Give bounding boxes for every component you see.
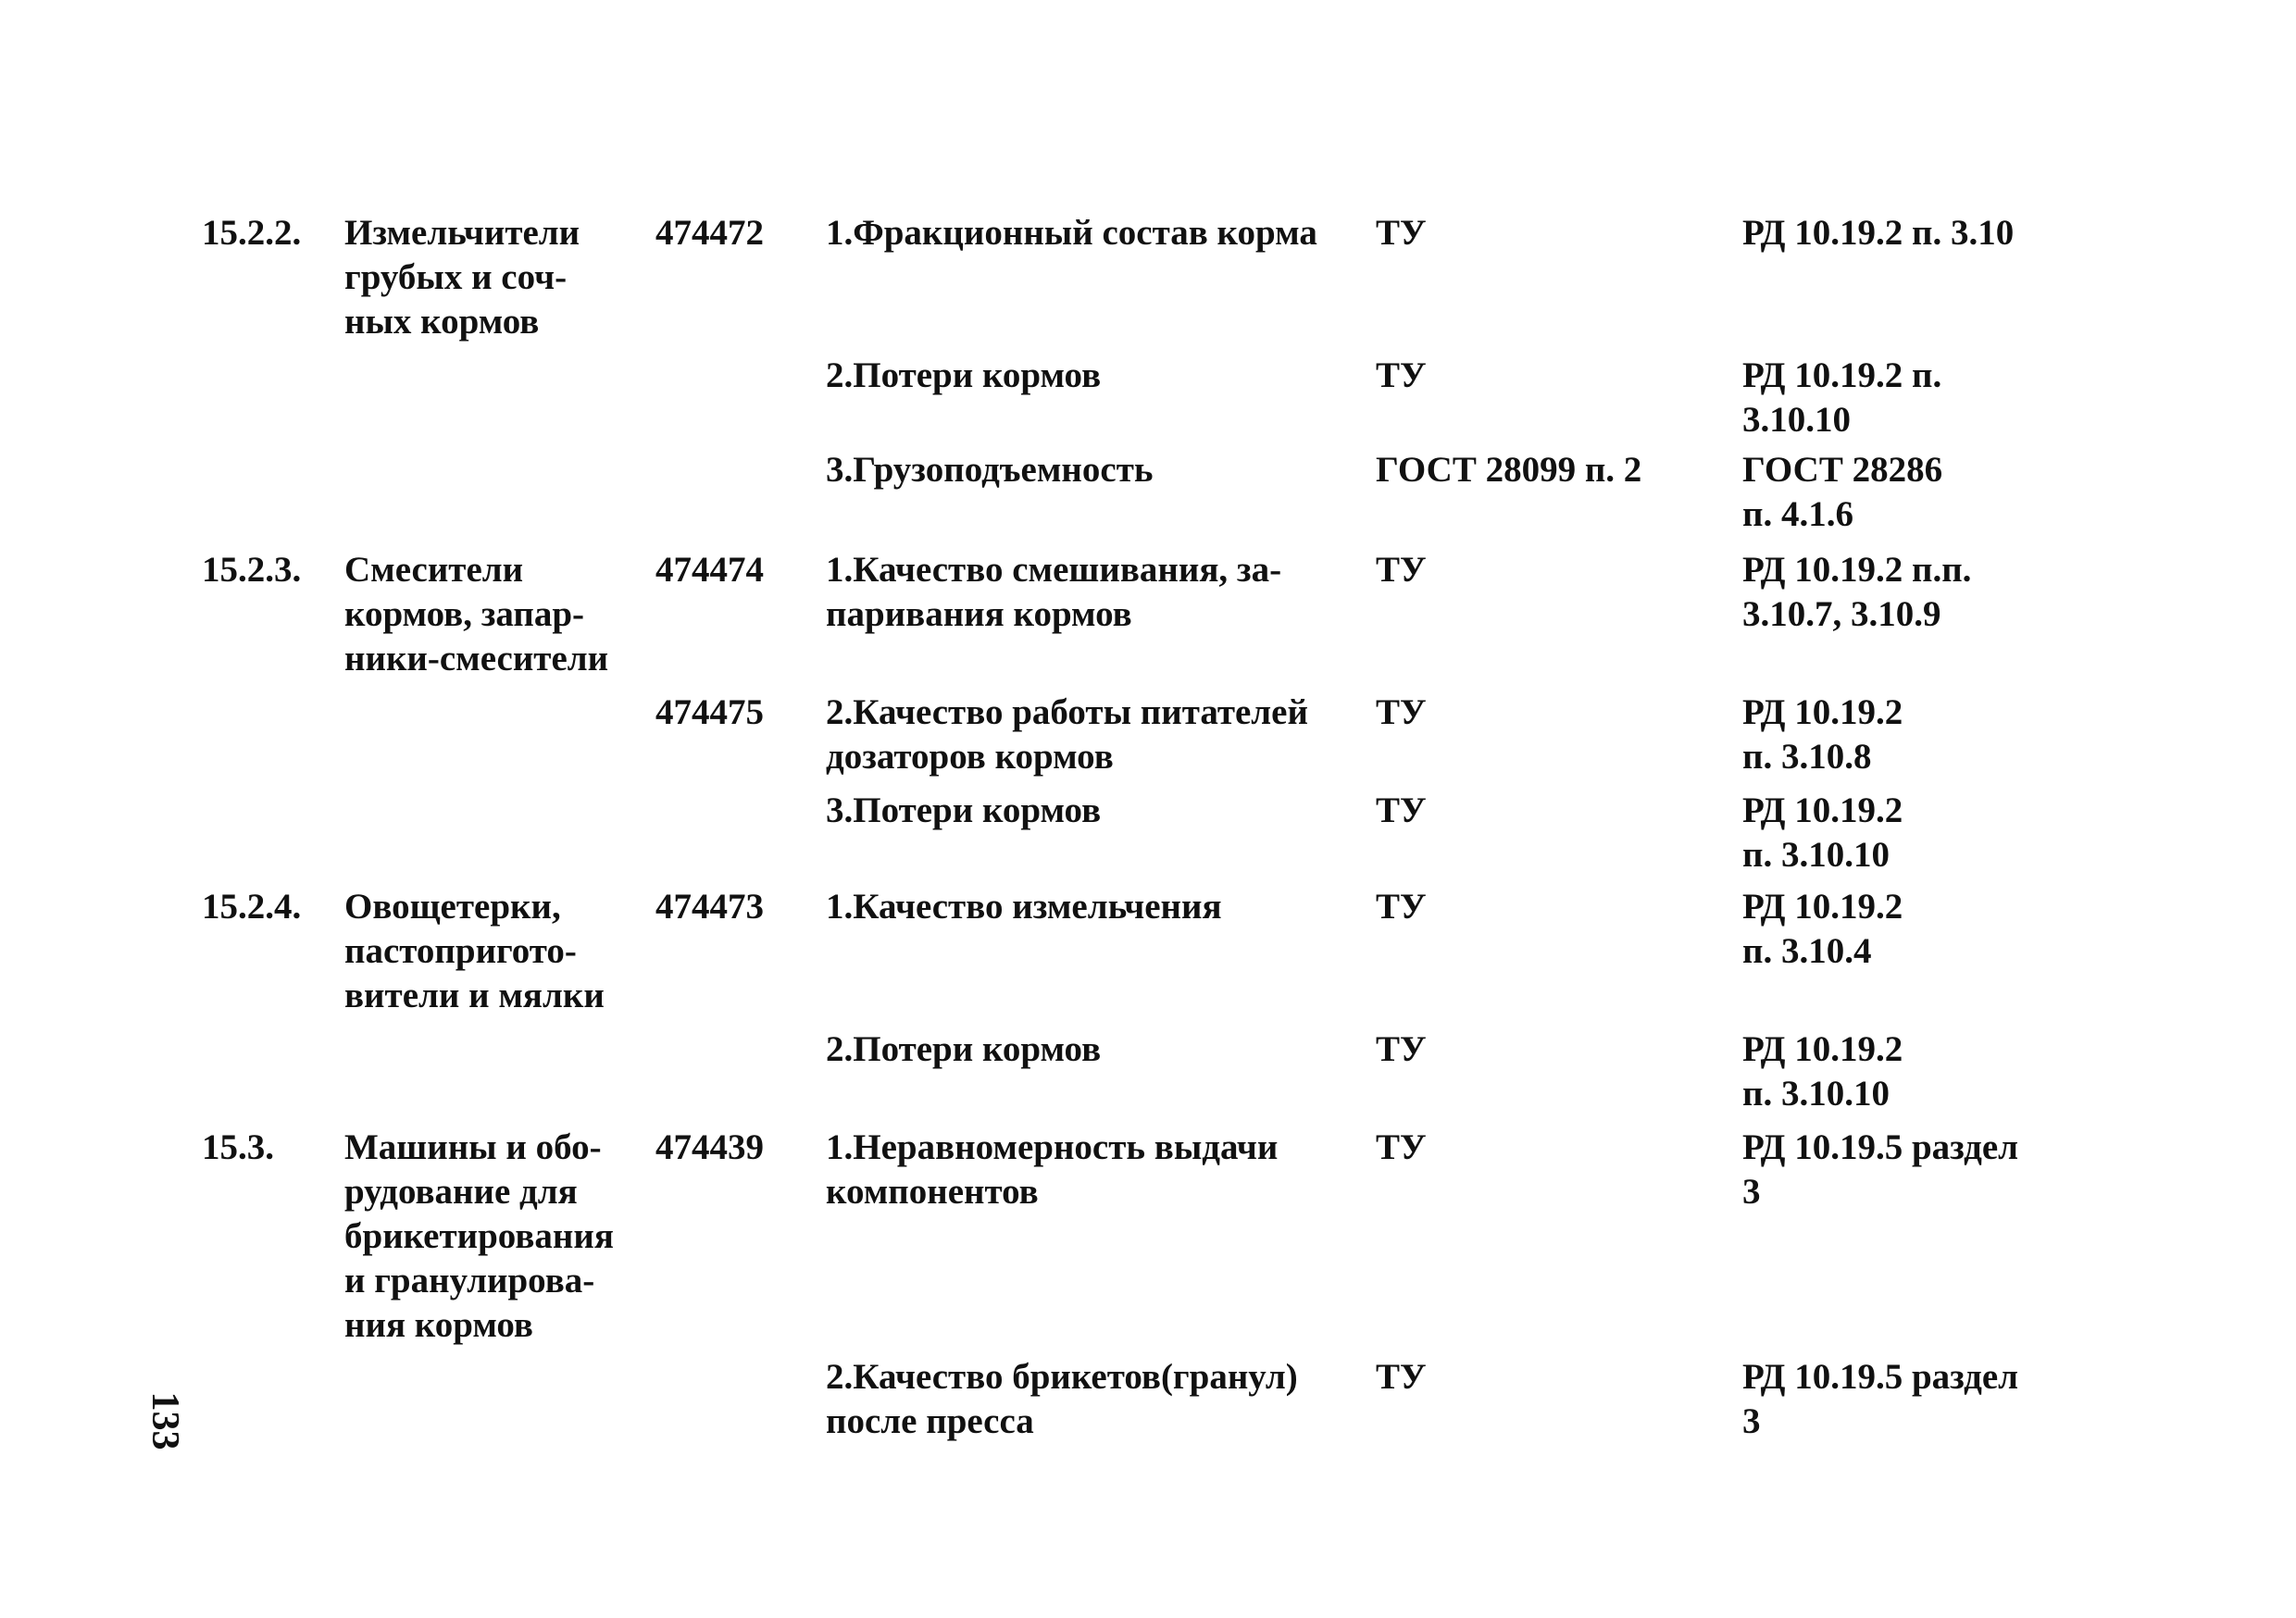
normative-document: ТУ [1376,355,1427,395]
test-method: ГОСТ 28286 п. 4.1.6 [1742,450,1943,534]
section-number: 15.2.3. [202,550,302,590]
normative-document: ТУ [1376,1127,1427,1167]
test-method: РД 10.19.2 п. 3.10.10 [1742,790,1903,875]
indicator-text: 3.Потери кормов [826,790,1102,830]
equipment-name: Смесители кормов, запар- ники-смесители [344,550,609,678]
equipment-name: Машины и обо- рудование для брикетирования и гранулирова- ния кормов [344,1127,614,1345]
normative-document: ТУ [1376,887,1427,927]
section-number: 15.2.4. [202,887,302,927]
indicator-text: 1.Неравномерность выдачи компонентов [826,1127,1279,1212]
indicator-text: 2.Качество брикетов(гранул) после пресса [826,1357,1298,1441]
okp-code: 474473 [655,887,764,927]
indicator-text: 1.Фракционный состав корма [826,213,1317,253]
normative-document: ТУ [1376,692,1427,732]
test-method: РД 10.19.2 п. 3.10.10 [1742,1029,1903,1114]
test-method: РД 10.19.2 п. 3.10 [1742,213,2015,253]
okp-code: 474474 [655,550,764,590]
section-number: 15.3. [202,1127,274,1167]
equipment-name: Измельчители грубых и соч- ных кормов [344,213,580,342]
okp-code: 474472 [655,213,764,253]
normative-document: ТУ [1376,550,1427,590]
indicator-text: 3.Грузоподъемность [826,450,1154,490]
indicator-text: 1.Качество измельчения [826,887,1222,927]
page-number: 133 [144,1391,186,1450]
normative-document: ТУ [1376,1357,1427,1397]
indicator-text: 1.Качество смешивания, за- паривания кормов [826,550,1282,634]
test-method: РД 10.19.5 раздел 3 [1742,1357,2019,1441]
indicator-text: 2.Потери кормов [826,1029,1102,1069]
normative-document: ТУ [1376,1029,1427,1069]
normative-document: ТУ [1376,213,1427,253]
test-method: РД 10.19.2 п. 3.10.10 [1742,355,1942,440]
equipment-name: Овощетерки, пастопригото- вители и мялки [344,887,605,1015]
section-number: 15.2.2. [202,213,302,253]
okp-code: 474439 [655,1127,764,1167]
indicator-text: 2.Потери кормов [826,355,1102,395]
normative-document: ГОСТ 28099 п. 2 [1376,450,1642,490]
test-method: РД 10.19.2 п. 3.10.4 [1742,887,1903,971]
okp-code: 474475 [655,692,764,732]
indicator-text: 2.Качество работы питателей дозаторов кормов [826,692,1308,777]
test-method: РД 10.19.5 раздел 3 [1742,1127,2019,1212]
test-method: РД 10.19.2 п. 3.10.8 [1742,692,1903,777]
normative-document: ТУ [1376,790,1427,830]
test-method: РД 10.19.2 п.п. 3.10.7, 3.10.9 [1742,550,1972,634]
